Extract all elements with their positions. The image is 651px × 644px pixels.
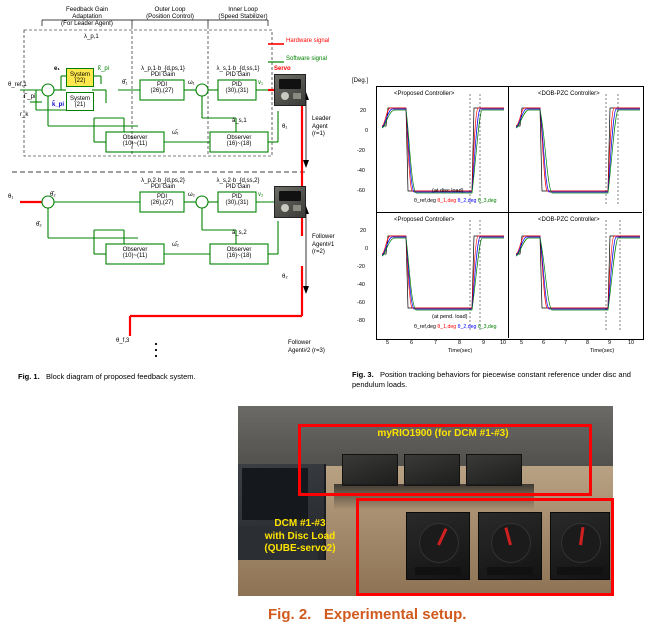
fig1-label-theta2-hat: θ̂₂ bbox=[50, 192, 56, 198]
fig1-label-omega2-hat: ω̂₂ bbox=[172, 242, 180, 248]
fig3-ytick-bot-5: -80 bbox=[357, 318, 365, 324]
fig1-label-pdi-gain2: λ_p,2·b_{d,ps,2} PDI Gain bbox=[141, 178, 185, 191]
fig1-label-pid-gain: λ_s,1·b_{d,ss,1} PID Gain bbox=[216, 66, 260, 79]
fig1-legend-hardware bbox=[286, 38, 330, 44]
fig1-block-pid-follower bbox=[219, 194, 255, 207]
fig3-xtick-bl-2: 7 bbox=[434, 340, 438, 346]
fig1-block-system-22 bbox=[66, 68, 94, 87]
fig1-block-pid-leader bbox=[219, 82, 255, 95]
fig1-servo-follower bbox=[274, 186, 306, 218]
fig3-ytick-top-4: -60 bbox=[357, 188, 365, 194]
fig1-label-omega2: ω₂ bbox=[188, 192, 196, 198]
fig1-agent-leader bbox=[312, 116, 340, 139]
fig3-unit-label: [Deg.] bbox=[352, 78, 369, 84]
fig3-xtick-br-5: 10 bbox=[628, 340, 635, 346]
block-line2: (16)~(18) bbox=[226, 253, 252, 260]
fig3-note-disc-load: (at disc load) bbox=[432, 188, 464, 194]
legend-entry-ref: θ_ref,deg bbox=[414, 324, 436, 330]
figure-1-caption-text: Block diagram of proposed feedback system. bbox=[45, 372, 196, 381]
figure-3-plots bbox=[352, 78, 644, 358]
block-line2: (30),(31) bbox=[225, 200, 249, 207]
fig1-agent-follower2 bbox=[288, 340, 336, 355]
fig3-xtick-bl-3: 8 bbox=[458, 340, 462, 346]
fig3-note-pend-load: (at pend. load) bbox=[432, 314, 468, 320]
figure-3-caption bbox=[352, 370, 632, 390]
block-line1: Observer bbox=[122, 135, 148, 141]
legend-entry-theta2: θ_2,deg bbox=[457, 198, 477, 204]
figure-3-caption-label: Fig. 3. bbox=[352, 370, 374, 379]
fig3-ytick-bot-1: 0 bbox=[365, 246, 369, 252]
fig3-ytick-bot-2: -20 bbox=[357, 264, 365, 270]
block-line2: (10)~(11) bbox=[122, 253, 148, 260]
fig1-label-lambda-pdi: λ_p,1 bbox=[84, 34, 99, 40]
block-line2: (30),(31) bbox=[225, 88, 249, 95]
block-line1: PID bbox=[231, 82, 242, 88]
fig3-xtick-bl-5: 10 bbox=[500, 340, 507, 346]
fig3-panel-title-1: <Proposed Controller> bbox=[394, 91, 455, 97]
fig1-header-line1: Feedback Gain bbox=[66, 6, 108, 13]
figure-1-block-diagram bbox=[6, 6, 336, 366]
fig3-xlabel-right: Time(sec) bbox=[590, 348, 615, 354]
agent-line3: (r=2) bbox=[312, 249, 325, 255]
fig3-ytick-top-0: 20 bbox=[360, 108, 367, 114]
fig1-block-observer-follower-a bbox=[107, 247, 163, 260]
myrio-overlay-label: myRIO1900 (for DCM #1-#3) bbox=[377, 428, 509, 439]
dcm-highlight-box bbox=[356, 498, 614, 596]
legend-text: Hardware signal bbox=[286, 38, 330, 44]
block-line1: Observer bbox=[122, 247, 148, 253]
agent-line1: Follower bbox=[312, 234, 335, 240]
fig1-header-line2: (Speed Stabilizer) bbox=[218, 13, 268, 21]
fig3-xtick-br-1: 6 bbox=[542, 340, 546, 346]
fig1-label-v1: v₁ bbox=[258, 80, 264, 86]
fig1-label-khat: k̂_pi bbox=[98, 66, 110, 72]
legend-text: Software signal bbox=[286, 56, 328, 62]
block-line1: PDI bbox=[156, 194, 167, 200]
agent-line1: Follower bbox=[288, 340, 311, 346]
fig1-servo-label: Servo bbox=[274, 66, 291, 72]
fig1-label-theta2-out: θ₂ bbox=[282, 274, 288, 280]
fig3-ytick-top-1: 0 bbox=[365, 128, 369, 134]
legend-entry-theta1: θ_1,deg bbox=[437, 198, 457, 204]
block-line1: System bbox=[69, 71, 90, 78]
figure-1-caption-label: Fig. 1. bbox=[18, 372, 40, 381]
fig1-legend-software bbox=[286, 56, 330, 62]
fig1-label-gamma: Γ_pi bbox=[24, 94, 36, 100]
dcm-overlay-line1: DCM #1-#3 bbox=[274, 518, 326, 529]
fig1-block-pdi-follower bbox=[142, 194, 182, 207]
agent-line3: (r=1) bbox=[312, 131, 325, 137]
legend-entry-ref: θ_ref,deg bbox=[414, 198, 436, 204]
fig1-servo-leader bbox=[274, 74, 306, 106]
fig1-label-pid-gain2: λ_s,2·b_{d,ss,2} PID Gain bbox=[216, 178, 260, 191]
fig3-xtick-bl-4: 9 bbox=[482, 340, 486, 346]
fig1-agent-follower1 bbox=[312, 234, 342, 257]
legend-entry-theta1: θ_1,deg bbox=[437, 324, 457, 330]
agent-line1: Leader bbox=[312, 116, 331, 122]
fig1-label-theta-f1-in: θ₁ bbox=[8, 194, 14, 200]
fig3-legend-top bbox=[414, 198, 497, 204]
dcm-overlay-label bbox=[244, 518, 356, 556]
fig3-xtick-br-2: 7 bbox=[564, 340, 568, 346]
block-line1: Observer bbox=[226, 135, 252, 141]
block-line2: (16)~(18) bbox=[226, 141, 252, 148]
fig1-header-line2: Adaptation bbox=[72, 13, 102, 21]
fig3-xtick-br-3: 8 bbox=[586, 340, 590, 346]
fig1-label-khat2: k̂_pi bbox=[52, 102, 65, 108]
fig3-xtick-bl-0: 5 bbox=[386, 340, 390, 346]
fig1-label-theta-f3: θ_f,3 bbox=[116, 338, 130, 344]
block-line1: PID bbox=[231, 194, 242, 200]
fig3-ytick-bot-4: -60 bbox=[357, 300, 365, 306]
legend-entry-theta2: θ_2,deg bbox=[457, 324, 477, 330]
agent-line2: Agent bbox=[312, 123, 328, 130]
fig1-label-omega1-hat: ω̂₁ bbox=[172, 130, 179, 136]
fig3-xtick-br-4: 9 bbox=[608, 340, 612, 346]
block-line2: (22) bbox=[74, 77, 86, 84]
fig1-label-theta1-hat: θ̂₁ bbox=[122, 80, 128, 86]
fig1-block-observer-leader-a bbox=[107, 135, 163, 148]
dcm-overlay-line3: (QUBE-servo2) bbox=[264, 543, 336, 554]
fig1-block-observer-follower-b bbox=[211, 247, 267, 260]
legend-entry-theta3: θ_3,deg bbox=[477, 198, 497, 204]
block-line2: (10)~(11) bbox=[122, 141, 148, 148]
fig1-label-a2-hat: â_s,2 bbox=[232, 230, 247, 236]
fig1-block-observer-leader-b bbox=[211, 135, 267, 148]
fig3-panel-title-2: <DOB-PZC Controller> bbox=[538, 91, 600, 97]
fig1-header-line1: Outer Loop bbox=[154, 6, 186, 13]
fig3-xlabel-left: Time(sec) bbox=[448, 348, 473, 354]
fig3-curves bbox=[352, 86, 644, 358]
fig3-ytick-top-3: -40 bbox=[357, 168, 365, 174]
fig1-block-pdi-leader bbox=[142, 82, 182, 95]
fig1-label-rk: r_k bbox=[20, 112, 29, 118]
fig1-label-omega1: ω₁ bbox=[188, 80, 195, 86]
fig1-label-theta2-hat-b: θ̂₂ bbox=[36, 222, 42, 228]
fig3-ytick-top-2: -20 bbox=[357, 148, 365, 154]
fig1-label-pdi-gain: λ_p,1·b_{d,ps,1} PDI Gain bbox=[141, 66, 185, 79]
fig1-header-line3: (For Leader Agent) bbox=[61, 20, 113, 28]
block-line2: (26),(27) bbox=[150, 200, 174, 207]
fig3-panel-title-4: <DOB-PZC Controller> bbox=[538, 217, 600, 223]
fig3-panel-title-3: <Proposed Controller> bbox=[394, 217, 455, 223]
figure-3-caption-text: Position tracking behaviors for piecewise constant reference under disc and pendulum loads. bbox=[352, 370, 631, 389]
figure-2-caption-label: Fig. 2. bbox=[268, 606, 312, 623]
block-line1: Observer bbox=[226, 247, 252, 253]
legend-entry-theta3: θ_3,deg bbox=[477, 324, 497, 330]
fig1-label-a1-hat: â_s,1 bbox=[232, 118, 247, 124]
agent-line2: Agent#1 bbox=[312, 241, 335, 248]
fig1-label-v2: v₂ bbox=[258, 192, 264, 198]
fig3-xtick-br-0: 5 bbox=[520, 340, 524, 346]
fig3-legend-bottom bbox=[414, 324, 497, 330]
fig3-ytick-bot-0: 20 bbox=[360, 228, 367, 234]
fig1-label-theta1-out: θ₁ bbox=[282, 124, 288, 130]
fig1-block-system-21 bbox=[66, 92, 94, 111]
agent-line2: Agent#2 (r=3) bbox=[288, 347, 325, 354]
block-line2: (21) bbox=[74, 101, 86, 108]
figure-1-caption bbox=[18, 372, 318, 381]
fig1-label-theta-ref: θ_ref,1 bbox=[8, 82, 27, 88]
fig3-ytick-bot-3: -40 bbox=[357, 282, 365, 288]
figure-2-caption-text: Experimental setup. bbox=[323, 606, 467, 623]
fig1-header-line1: Inner Loop bbox=[228, 6, 258, 13]
block-line1: PDI bbox=[156, 82, 167, 88]
figure-2-caption bbox=[268, 606, 466, 623]
fig1-header-line2: (Position Control) bbox=[146, 13, 194, 21]
block-line1: System bbox=[69, 95, 90, 102]
figure-2-photo bbox=[238, 406, 613, 596]
block-line2: (26),(27) bbox=[150, 88, 174, 95]
fig1-label-e1: e₁ bbox=[54, 66, 60, 72]
dcm-overlay-line2: with Disc Load bbox=[264, 530, 336, 542]
fig3-xtick-bl-1: 6 bbox=[410, 340, 414, 346]
